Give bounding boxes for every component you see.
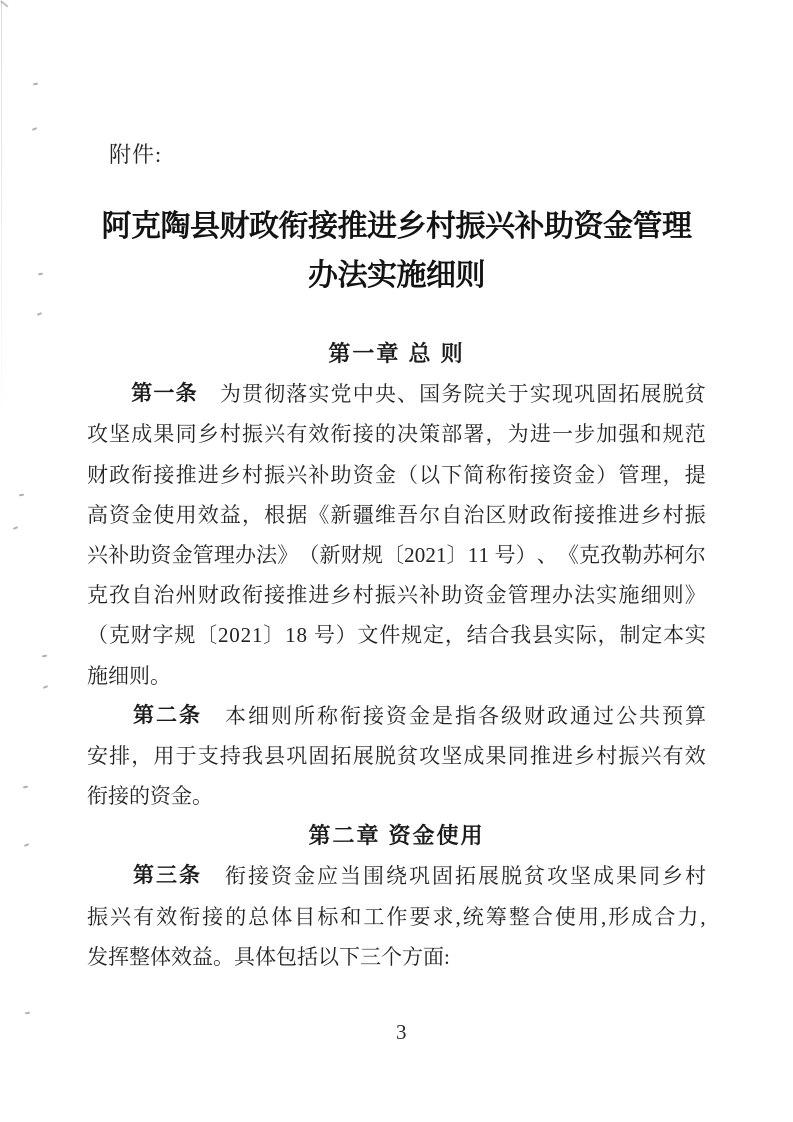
scan-speckle	[32, 127, 37, 131]
scan-speckle	[43, 685, 48, 689]
scan-speckle	[23, 786, 28, 789]
scan-speckle	[25, 1012, 30, 1015]
document-title	[0, 202, 793, 300]
text-line-13: 第二章 资金使用	[308, 823, 485, 849]
document-body-text	[87, 334, 706, 977]
document-title-line-2: 办法实施细则	[308, 259, 485, 292]
text-line-5: 高 资 金 使 用 效 益 ， 根 据 《 新 疆 维 吾 尔 自 治 区 财 政 衔 接 推 进 乡 村 振	[87, 502, 706, 527]
text-line-11: 安 排 ， 用 于 支 持 我 县 巩 固 拓 展 脱 贫 攻 坚 成 果 同 推 进 乡 村 振 兴 有 效	[87, 743, 706, 768]
attachment-label: 附件:	[109, 142, 163, 167]
text-line-7: 克 孜 自 治 州 财 政 衔 接 推 进 乡 村 振 兴 补 助 资 金 管 理 办 法 实 施 细 则 》	[87, 583, 706, 608]
text-line-10: 第 二 条 本 细 则 所 称 衔 接 资 金 是 指 各 级 财 政 通 过 公 共 预 算	[133, 703, 706, 728]
scan-speckle	[37, 312, 42, 316]
scan-speckle	[33, 83, 38, 86]
text-line-16: 发挥整体效益。具体包括以下三个方面:	[87, 944, 450, 969]
text-line-4: 财 政 衔 接 推 进 乡 村 振 兴 补 助 资 金 （ 以 下 简 称 衔 接 资 金 ） 管 理 ， 提	[87, 462, 706, 487]
scan-speckle	[42, 655, 47, 658]
text-line-12: 衔接的资金。	[87, 784, 213, 809]
document-title-line-1: 阿克陶县财政衔接推进乡村振兴补助资金管理	[101, 210, 692, 243]
scan-speckle	[19, 494, 24, 497]
text-line-15: 振 兴 有 效 衔 接 的 总 体 目 标 和 工 作 要 求 , 统 筹 整 合 使 用 , 形 成 合 力 ,	[87, 904, 706, 929]
scan-speckle	[13, 526, 18, 530]
text-line-14: 第 三 条 衔 接 资 金 应 当 围 绕 巩 固 拓 展 脱 贫 攻 坚 成 果 同 乡 村	[133, 864, 706, 889]
text-line-1: 第一章 总 则	[328, 341, 465, 366]
text-line-2: 第 一 条 为 贯 彻 落 实 党 中 央 、 国 务 院 关 于 实 现 巩 固 拓 展 脱 贫	[131, 382, 706, 407]
page-number: 3	[396, 1020, 407, 1044]
text-line-9: 施细则。	[87, 663, 171, 688]
text-line-6: 兴 补 助 资 金 管 理 办 法 》 （ 新 财 规 〔 2 0 2 1 〕 1 1 号 ） 、 《 克 孜 勒 苏 柯 尔	[87, 542, 706, 567]
text-line-3: 攻 坚 成 果 同 乡 村 振 兴 有 效 衔 接 的 决 策 部 署 ， 为 进 一 步 加 强 和 规 范	[87, 422, 706, 447]
text-line-8: （ 克 财 字 规 〔 2 0 2 1 〕 1 8 号 ） 文 件 规 定 ， 结 合 我 县 实 际 ， 制 定 本 实	[87, 623, 706, 648]
scan-speckle	[24, 843, 29, 847]
